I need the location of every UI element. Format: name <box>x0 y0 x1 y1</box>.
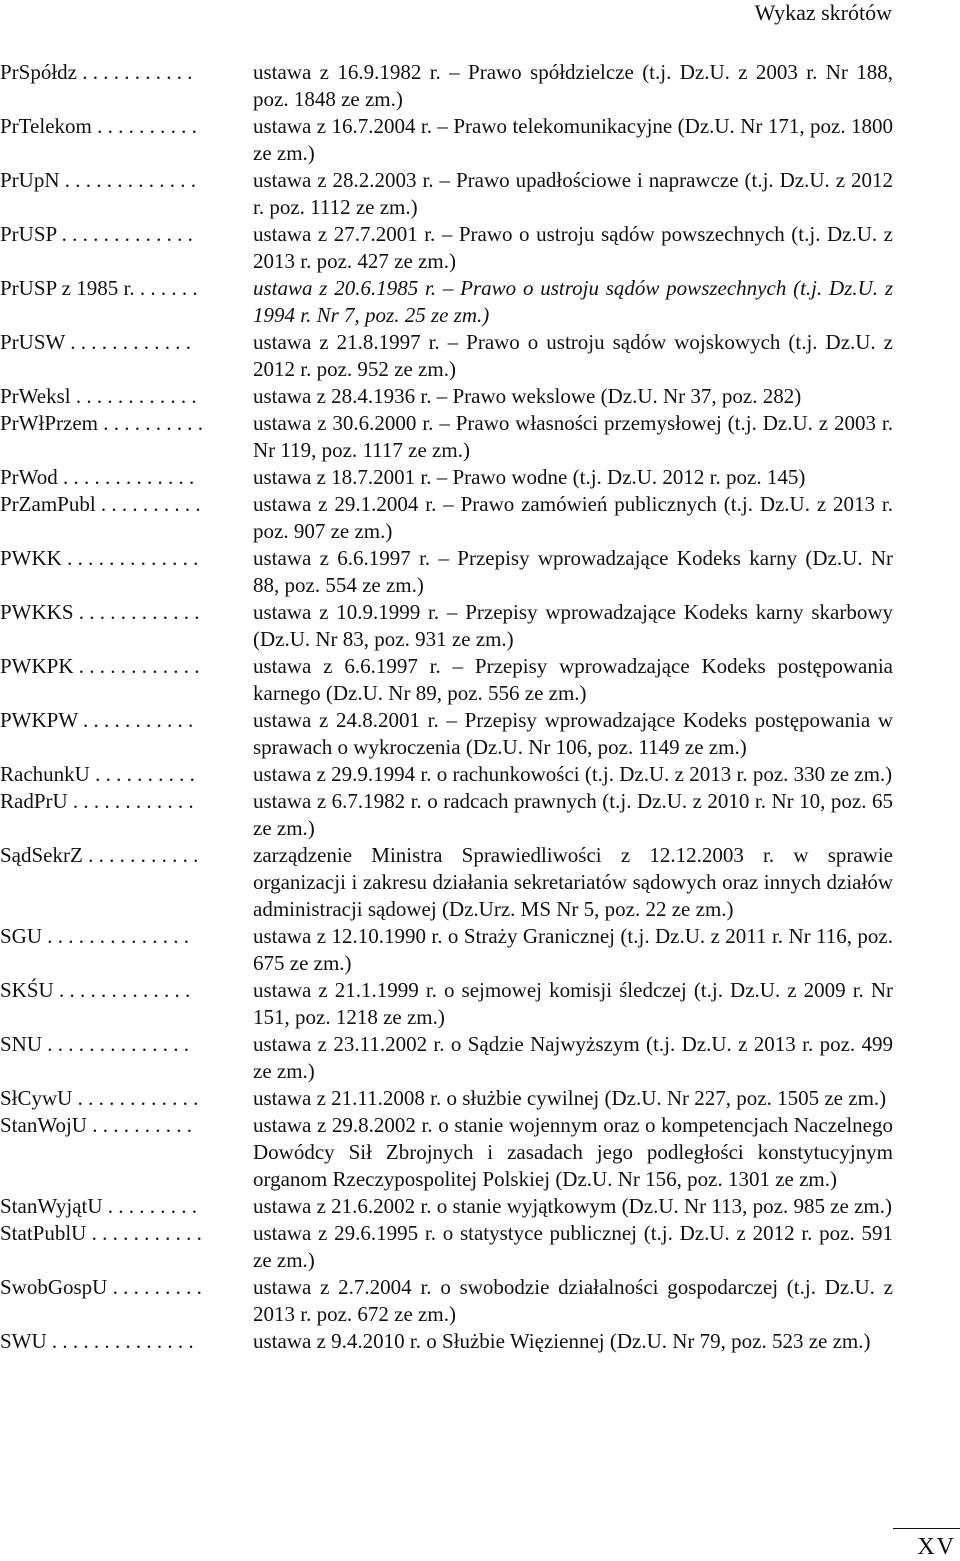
footer-rule <box>893 1528 960 1529</box>
abbreviation-description: ustawa z 21.8.1997 r. – Prawo o ustroju sądów wojskowych (t.j. Dz.U. z 2012 r. poz. 952 ze zm.) <box>253 330 893 381</box>
abbreviation-description: ustawa z 2.7.2004 r. o swobodzie działalności gospodarczej (t.j. Dz.U. z 2013 r. poz. 672 ze zm.) <box>253 1275 893 1326</box>
abbreviation-term: PrTelekom . . . . . . . . . . <box>0 114 197 138</box>
abbreviation-entry <box>0 761 893 788</box>
abbreviation-term: StanWyjątU . . . . . . . . . <box>0 1194 198 1218</box>
abbreviation-description: ustawa z 28.2.2003 r. – Prawo upadłościowe i naprawcze (t.j. Dz.U. z 2012 r. poz. 1112 ze zm.) <box>253 168 893 219</box>
abbreviation-description: ustawa z 12.10.1990 r. o Straży Granicznej (t.j. Dz.U. z 2011 r. Nr 116, poz. 675 ze zm.) <box>253 924 893 975</box>
page-number: XV <box>917 1534 956 1560</box>
abbreviation-description: ustawa z 29.6.1995 r. o statystyce publicznej (t.j. Dz.U. z 2012 r. poz. 591 ze zm.) <box>253 1221 893 1272</box>
abbreviation-description: ustawa z 30.6.2000 r. – Prawo własności przemysłowej (t.j. Dz.U. z 2003 r. Nr 119, poz. 1117 ze zm.) <box>253 411 893 462</box>
abbreviation-term: SKŚU . . . . . . . . . . . . . <box>0 978 191 1002</box>
abbreviation-entry <box>0 1274 893 1328</box>
abbreviation-description: ustawa z 6.7.1982 r. o radcach prawnych (t.j. Dz.U. z 2010 r. Nr 10, poz. 65 ze zm.) <box>253 789 893 840</box>
abbreviation-term: PWKPK . . . . . . . . . . . . <box>0 654 200 678</box>
abbreviation-entry <box>0 1085 893 1112</box>
abbreviation-term: PWKK . . . . . . . . . . . . . <box>0 546 199 570</box>
abbreviation-entry <box>0 410 893 464</box>
abbreviation-term: SNU . . . . . . . . . . . . . . <box>0 1032 190 1056</box>
abbreviation-term: RachunkU . . . . . . . . . . <box>0 762 195 786</box>
abbreviation-description: ustawa z 21.6.2002 r. o stanie wyjątkowym (Dz.U. Nr 113, poz. 985 ze zm.) <box>253 1194 892 1218</box>
abbreviation-term: StanWojU . . . . . . . . . . <box>0 1113 192 1137</box>
abbreviation-list <box>0 59 893 1355</box>
abbreviation-entry <box>0 788 893 842</box>
abbreviation-entry <box>0 923 893 977</box>
abbreviation-term: PWKPW . . . . . . . . . . . <box>0 708 194 732</box>
abbreviation-description: ustawa z 20.6.1985 r. – Prawo o ustroju sądów powszechnych (t.j. Dz.U. z 1994 r. Nr 7, poz. 25 ze zm.) <box>253 276 893 327</box>
abbreviation-description: ustawa z 6.6.1997 r. – Przepisy wprowadzające Kodeks karny (Dz.U. Nr 88, poz. 554 ze zm.) <box>253 546 893 597</box>
running-header: Wykaz skrótów <box>754 0 892 25</box>
abbreviation-description: ustawa z 9.4.2010 r. o Służbie Więziennej (Dz.U. Nr 79, poz. 523 ze zm.) <box>253 1329 871 1353</box>
abbreviation-entry <box>0 383 893 410</box>
abbreviation-entry <box>0 1112 893 1193</box>
abbreviation-entry <box>0 1193 893 1220</box>
abbreviation-entry <box>0 491 893 545</box>
abbreviation-description: ustawa z 18.7.2001 r. – Prawo wodne (t.j. Dz.U. 2012 r. poz. 145) <box>253 465 806 489</box>
abbreviation-term: PrUSP z 1985 r. . . . . . . <box>0 276 198 300</box>
abbreviation-description: ustawa z 24.8.2001 r. – Przepisy wprowadzające Kodeks postępowania w sprawach o wykroczenia (Dz.U. Nr 106, poz. 1149 ze zm.) <box>253 708 893 759</box>
abbreviation-entry <box>0 329 893 383</box>
abbreviation-description: ustawa z 16.9.1982 r. – Prawo spółdzielcze (t.j. Dz.U. z 2003 r. Nr 188, poz. 1848 ze zm.) <box>253 60 893 111</box>
abbreviation-term: PrUpN . . . . . . . . . . . . . <box>0 168 197 192</box>
abbreviation-term: StatPublU . . . . . . . . . . . <box>0 1221 202 1245</box>
abbreviation-entry <box>0 59 893 113</box>
abbreviation-entry <box>0 599 893 653</box>
abbreviation-term: PrWeksl . . . . . . . . . . . . <box>0 384 197 408</box>
abbreviation-term: SądSekrZ . . . . . . . . . . . <box>0 843 199 867</box>
abbreviation-description: ustawa z 23.11.2002 r. o Sądzie Najwyższym (t.j. Dz.U. z 2013 r. poz. 499 ze zm.) <box>253 1032 893 1083</box>
abbreviation-description: ustawa z 16.7.2004 r. – Prawo telekomunikacyjne (Dz.U. Nr 171, poz. 1800 ze zm.) <box>253 114 893 165</box>
abbreviation-description: zarządzenie Ministra Sprawiedliwości z 12.12.2003 r. w sprawie organizacji i zakresu działania sekretariatów sądowych oraz innych działów administracji sądowej (Dz.Urz. MS Nr 5, poz. 22 ze zm.) <box>253 843 893 921</box>
abbreviation-entry <box>0 275 893 329</box>
abbreviation-description: ustawa z 6.6.1997 r. – Przepisy wprowadzające Kodeks postępowania karnego (Dz.U. Nr 89, poz. 556 ze zm.) <box>253 654 893 705</box>
abbreviation-description: ustawa z 21.11.2008 r. o służbie cywilnej (Dz.U. Nr 227, poz. 1505 ze zm.) <box>253 1086 887 1110</box>
abbreviation-term: PWKKS . . . . . . . . . . . . <box>0 600 200 624</box>
abbreviation-entry <box>0 167 893 221</box>
abbreviation-description: ustawa z 28.4.1936 r. – Prawo wekslowe (Dz.U. Nr 37, poz. 282) <box>253 384 802 408</box>
abbreviation-term: RadPrU . . . . . . . . . . . . <box>0 789 194 813</box>
abbreviation-entry <box>0 1031 893 1085</box>
abbreviation-entry <box>0 1328 893 1355</box>
abbreviation-entry <box>0 1220 893 1274</box>
abbreviation-entry <box>0 653 893 707</box>
abbreviation-term: PrWod . . . . . . . . . . . . . <box>0 465 195 489</box>
abbreviation-term: PrUSW . . . . . . . . . . . . <box>0 330 191 354</box>
abbreviation-description: ustawa z 27.7.2001 r. – Prawo o ustroju sądów powszechnych (t.j. Dz.U. z 2013 r. poz. 427 ze zm.) <box>253 222 893 273</box>
abbreviation-term: PrSpółdz . . . . . . . . . . . <box>0 60 193 84</box>
abbreviation-entry <box>0 977 893 1031</box>
abbreviation-description: ustawa z 29.1.2004 r. – Prawo zamówień publicznych (t.j. Dz.U. z 2013 r. poz. 907 ze zm.) <box>253 492 893 543</box>
abbreviation-term: PrZamPubl . . . . . . . . . . <box>0 492 201 516</box>
abbreviation-term: PrUSP . . . . . . . . . . . . . <box>0 222 193 246</box>
abbreviation-entry <box>0 842 893 923</box>
abbreviation-term: SWU . . . . . . . . . . . . . . <box>0 1329 194 1353</box>
abbreviation-description: ustawa z 10.9.1999 r. – Przepisy wprowadzające Kodeks karny skarbowy (Dz.U. Nr 83, poz. 931 ze zm.) <box>253 600 893 651</box>
abbreviation-description: ustawa z 21.1.1999 r. o sejmowej komisji śledczej (t.j. Dz.U. z 2009 r. Nr 151, poz. 1218 ze zm.) <box>253 978 893 1029</box>
abbreviation-entry <box>0 464 893 491</box>
abbreviation-description: ustawa z 29.9.1994 r. o rachunkowości (t.j. Dz.U. z 2013 r. poz. 330 ze zm.) <box>253 762 893 786</box>
abbreviation-description: ustawa z 29.8.2002 r. o stanie wojennym oraz o kompetencjach Naczelnego Dowódcy Sił Zbrojnych i zasadach jego podległości konstytucyjnym organom Rzeczypospolitej Polskiej (Dz.U. Nr 156, poz. 1301 ze zm.) <box>253 1113 893 1191</box>
abbreviation-term: PrWłPrzem . . . . . . . . . . <box>0 411 203 435</box>
abbreviation-entry <box>0 113 893 167</box>
abbreviation-entry <box>0 221 893 275</box>
abbreviation-entry <box>0 545 893 599</box>
abbreviation-entry <box>0 707 893 761</box>
abbreviation-term: SGU . . . . . . . . . . . . . . <box>0 924 190 948</box>
abbreviation-term: SwobGospU . . . . . . . . . <box>0 1275 202 1299</box>
abbreviation-term: SłCywU . . . . . . . . . . . . <box>0 1086 199 1110</box>
